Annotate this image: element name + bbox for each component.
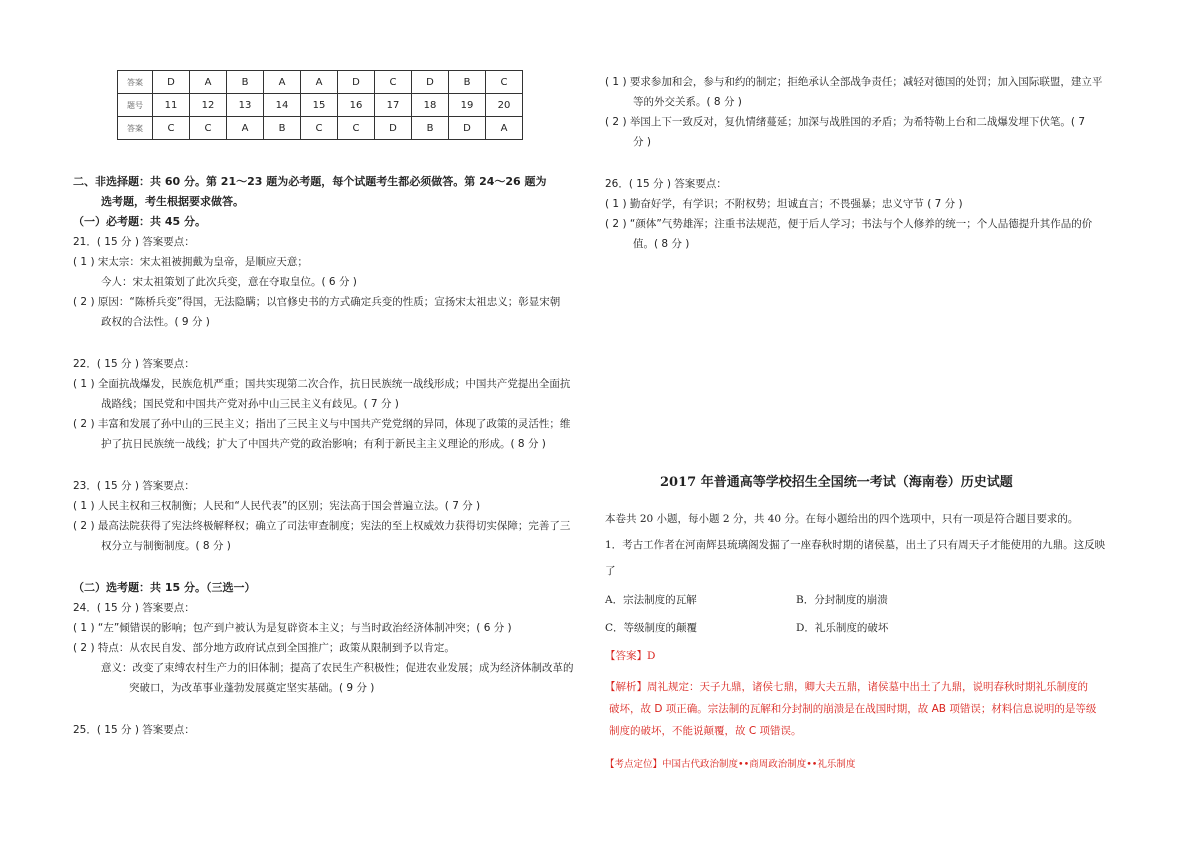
q21-part2-cont: 政权的合法性。( 9 分 ) <box>101 316 210 328</box>
q21-part1-cont: 今人：宋太祖策划了此次兵变，意在夺取皇位。( 6 分 ) <box>101 276 357 288</box>
q26-part2-cont: 值。( 8 分 ) <box>633 238 690 250</box>
q22-part2: ( 2 ) 丰富和发展了孙中山的三民主义；指出了三民主义与中国共产党党纲的异同，体现了政策的灵活性；维 <box>73 418 571 430</box>
knowledge-point: 【考点定位】中国古代政治制度••商周政治制度••礼乐制度 <box>605 759 856 770</box>
answer-label: 【答案】D <box>605 650 656 662</box>
table-cell: A <box>190 71 227 94</box>
q22-part2-cont: 护了抗日民族统一战线；扩大了中国共产党的政治影响；有利于新民主主义理论的形成。( 8 分 ) <box>101 438 546 450</box>
table-row <box>118 117 523 140</box>
table-cell: B <box>412 117 449 140</box>
left-column <box>73 172 593 740</box>
analysis-line: 破坏，故 D 项正确。宗法制的瓦解和分封制的崩溃是在战国时期，故 AB 项错误；材料信息说明的是等级 <box>609 703 1097 715</box>
q25-heading: 25．( 15 分 ) 答案要点： <box>73 724 195 736</box>
table-cell: 题号 <box>118 94 153 117</box>
q24-part2: ( 2 ) 特点：从农民自发、部分地方政府试点到全国推广；政策从限制到予以肯定。 <box>73 642 455 654</box>
answer-table <box>117 70 523 140</box>
table-cell: 11 <box>153 94 190 117</box>
table-cell: D <box>412 71 449 94</box>
table-cell: A <box>227 117 264 140</box>
table-cell: D <box>449 117 486 140</box>
table-row <box>118 71 523 94</box>
option-d: D．礼乐制度的破坏 <box>796 622 889 634</box>
option-a: A．宗法制度的瓦解 <box>605 594 697 606</box>
table-cell: C <box>153 117 190 140</box>
table-cell: D <box>153 71 190 94</box>
section-heading: 二、非选择题：共 60 分。第 21～23 题为必考题，每个试题考生都必须做答。第 24～26 题为 <box>73 175 547 188</box>
q24-part2-meaning: 意义：改变了束缚农村生产力的旧体制；提高了农民生产积极性；促进农业发展；成为经济体制改革的 <box>101 662 574 674</box>
q23-part1: ( 1 ) 人民主权和三权制衡；人民和“人民代表”的区别；宪法高于国会普遍立法。( 7 分 ) <box>73 500 481 512</box>
table-cell: A <box>486 117 523 140</box>
question-block <box>605 508 1125 584</box>
q25-part2-cont: 分 ) <box>633 136 651 148</box>
table-cell: B <box>449 71 486 94</box>
analysis-block <box>605 676 1125 742</box>
q23-part2-cont: 权分立与制衡制度。( 8 分 ) <box>101 540 231 552</box>
analysis-line: 【解析】周礼规定：天子九鼎，诸侯七鼎，卿大夫五鼎，诸侯墓中出土了九鼎，说明春秋时期礼乐制度的 <box>605 681 1088 693</box>
table-row <box>118 94 523 117</box>
table-cell: 14 <box>264 94 301 117</box>
table-cell: 答案 <box>118 117 153 140</box>
table-cell: 16 <box>338 94 375 117</box>
table-cell: D <box>338 71 375 94</box>
q1-stem-cont: 了 <box>605 565 616 577</box>
section-heading-cont: 选考题，考生根据要求做答。 <box>101 195 244 208</box>
q26-heading: 26．( 15 分 ) 答案要点： <box>605 178 727 190</box>
option-c: C．等级制度的颠覆 <box>605 622 698 634</box>
table-cell: 17 <box>375 94 412 117</box>
table-cell: 20 <box>486 94 523 117</box>
table-cell: 12 <box>190 94 227 117</box>
q22-part1-cont: 战路线；国民党和中国共产党对孙中山三民主义有歧见。( 7 分 ) <box>101 398 399 410</box>
q21-part2: ( 2 ) 原因：“陈桥兵变”得国，无法隐瞒；以官修史书的方式确定兵变的性质；宣扬宋太祖忠义；彰显宋朝 <box>73 296 561 308</box>
table-cell: C <box>375 71 412 94</box>
table-cell: A <box>301 71 338 94</box>
q24-part1: ( 1 ) “左”倾错误的影响；包产到户被认为是复辟资本主义；与当时政治经济体制冲突；( 6 分 ) <box>73 622 512 634</box>
q24-part2-meaning-cont: 突破口，为改革事业蓬勃发展奠定坚实基础。( 9 分 ) <box>129 682 375 694</box>
right-column <box>605 72 1125 254</box>
table-cell: 15 <box>301 94 338 117</box>
table-cell: 13 <box>227 94 264 117</box>
table-cell: C <box>338 117 375 140</box>
q26-part2: ( 2 ) “颜体”气势雄浑；注重书法规范，便于后人学习；书法与个人修养的统一；个人品德提升其作品的价 <box>605 218 1093 230</box>
q23-part2: ( 2 ) 最高法院获得了宪法终极解释权；确立了司法审查制度；宪法的至上权威效力获得切实保障；完善了三 <box>73 520 571 532</box>
q24-heading: 24．( 15 分 ) 答案要点： <box>73 602 195 614</box>
table-cell: C <box>486 71 523 94</box>
exam-title: 2017 年普通高等学校招生全国统一考试（海南卷）历史试题 <box>660 475 1013 490</box>
option-b: B．分封制度的崩溃 <box>796 594 888 606</box>
q22-part1: ( 1 ) 全面抗战爆发，民族危机严重；国共实现第二次合作，抗日民族统一战线形成；中国共产党提出全面抗 <box>73 378 571 390</box>
q26-part1: ( 1 ) 勤奋好学，有学识；不附权势；坦诚直言；不畏强暴；忠义守节 ( 7 分 ) <box>605 198 963 210</box>
table-cell: 18 <box>412 94 449 117</box>
table-cell: B <box>227 71 264 94</box>
table-cell: 19 <box>449 94 486 117</box>
q1-stem: 1．考古工作者在河南辉县琉璃阁发掘了一座春秋时期的诸侯墓，出土了只有周天子才能使用的九鼎。这反映 <box>605 539 1106 551</box>
q25-part1-cont: 等的外交关系。( 8 分 ) <box>633 96 742 108</box>
q22-heading: 22．( 15 分 ) 答案要点： <box>73 358 195 370</box>
table-cell: B <box>264 117 301 140</box>
q23-heading: 23．( 15 分 ) 答案要点： <box>73 480 195 492</box>
analysis-line: 制度的破坏，不能说颠覆，故 C 项错误。 <box>609 725 802 737</box>
required-heading: （一）必考题：共 45 分。 <box>73 215 206 228</box>
q25-part1: ( 1 ) 要求参加和会，参与和约的制定；拒绝承认全部战争责任；减轻对德国的处罚；加入国际联盟，建立平 <box>605 76 1103 88</box>
table-cell: D <box>375 117 412 140</box>
exam-intro: 本卷共 20 小题，每小题 2 分，共 40 分。在每小题给出的四个选项中，只有一项是符合题目要求的。 <box>605 513 1079 525</box>
q21-heading: 21．( 15 分 ) 答案要点： <box>73 236 195 248</box>
q25-part2: ( 2 ) 举国上下一致反对，复仇情绪蔓延；加深与战胜国的矛盾；为希特勒上台和二战爆发埋下伏笔。( 7 <box>605 116 1085 128</box>
optional-heading: （二）选考题：共 15 分。（三选一） <box>73 581 256 594</box>
table-cell: C <box>301 117 338 140</box>
q21-part1: ( 1 ) 宋太宗：宋太祖被拥戴为皇帝，是顺应天意； <box>73 256 308 268</box>
table-cell: C <box>190 117 227 140</box>
table-cell: 答案 <box>118 71 153 94</box>
table-cell: A <box>264 71 301 94</box>
